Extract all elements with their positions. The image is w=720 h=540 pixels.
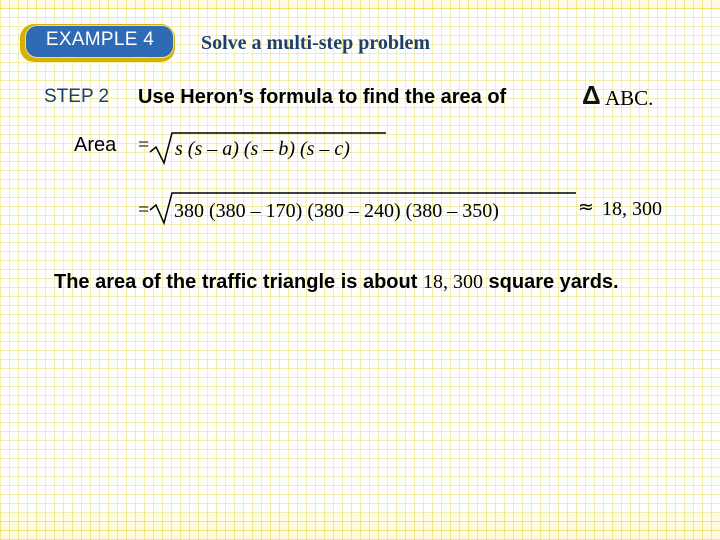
heron-formula-symbolic: s (s – a) (s – b) (s – c) [175, 138, 350, 160]
example-title: Solve a multi-step problem [201, 32, 431, 54]
step-label: STEP 2 [44, 86, 110, 107]
conclusion-after: square yards. [488, 271, 619, 293]
heron-formula-numeric: 380 (380 – 170) (380 – 240) (380 – 350) [174, 200, 499, 222]
triangle-name: ABC. [605, 86, 654, 110]
conclusion-before: The area of the traffic triangle is about [54, 271, 418, 293]
area-label: Area [74, 134, 117, 156]
bottom-decorative-band [0, 513, 720, 540]
equals-sign-2: = [138, 199, 150, 221]
approx-sign: ≈ [578, 196, 594, 218]
triangle-symbol: Δ [582, 80, 601, 110]
conclusion-value: 18, 300 [422, 271, 483, 293]
top-decorative-band [0, 0, 720, 9]
equals-sign-1: = [138, 134, 150, 156]
example-badge-label: EXAMPLE 4 [45, 29, 155, 50]
area-result: 18, 300 [602, 198, 662, 220]
conclusion-text [54, 268, 694, 297]
step-instruction: Use Heron’s formula to find the area of [138, 86, 507, 108]
